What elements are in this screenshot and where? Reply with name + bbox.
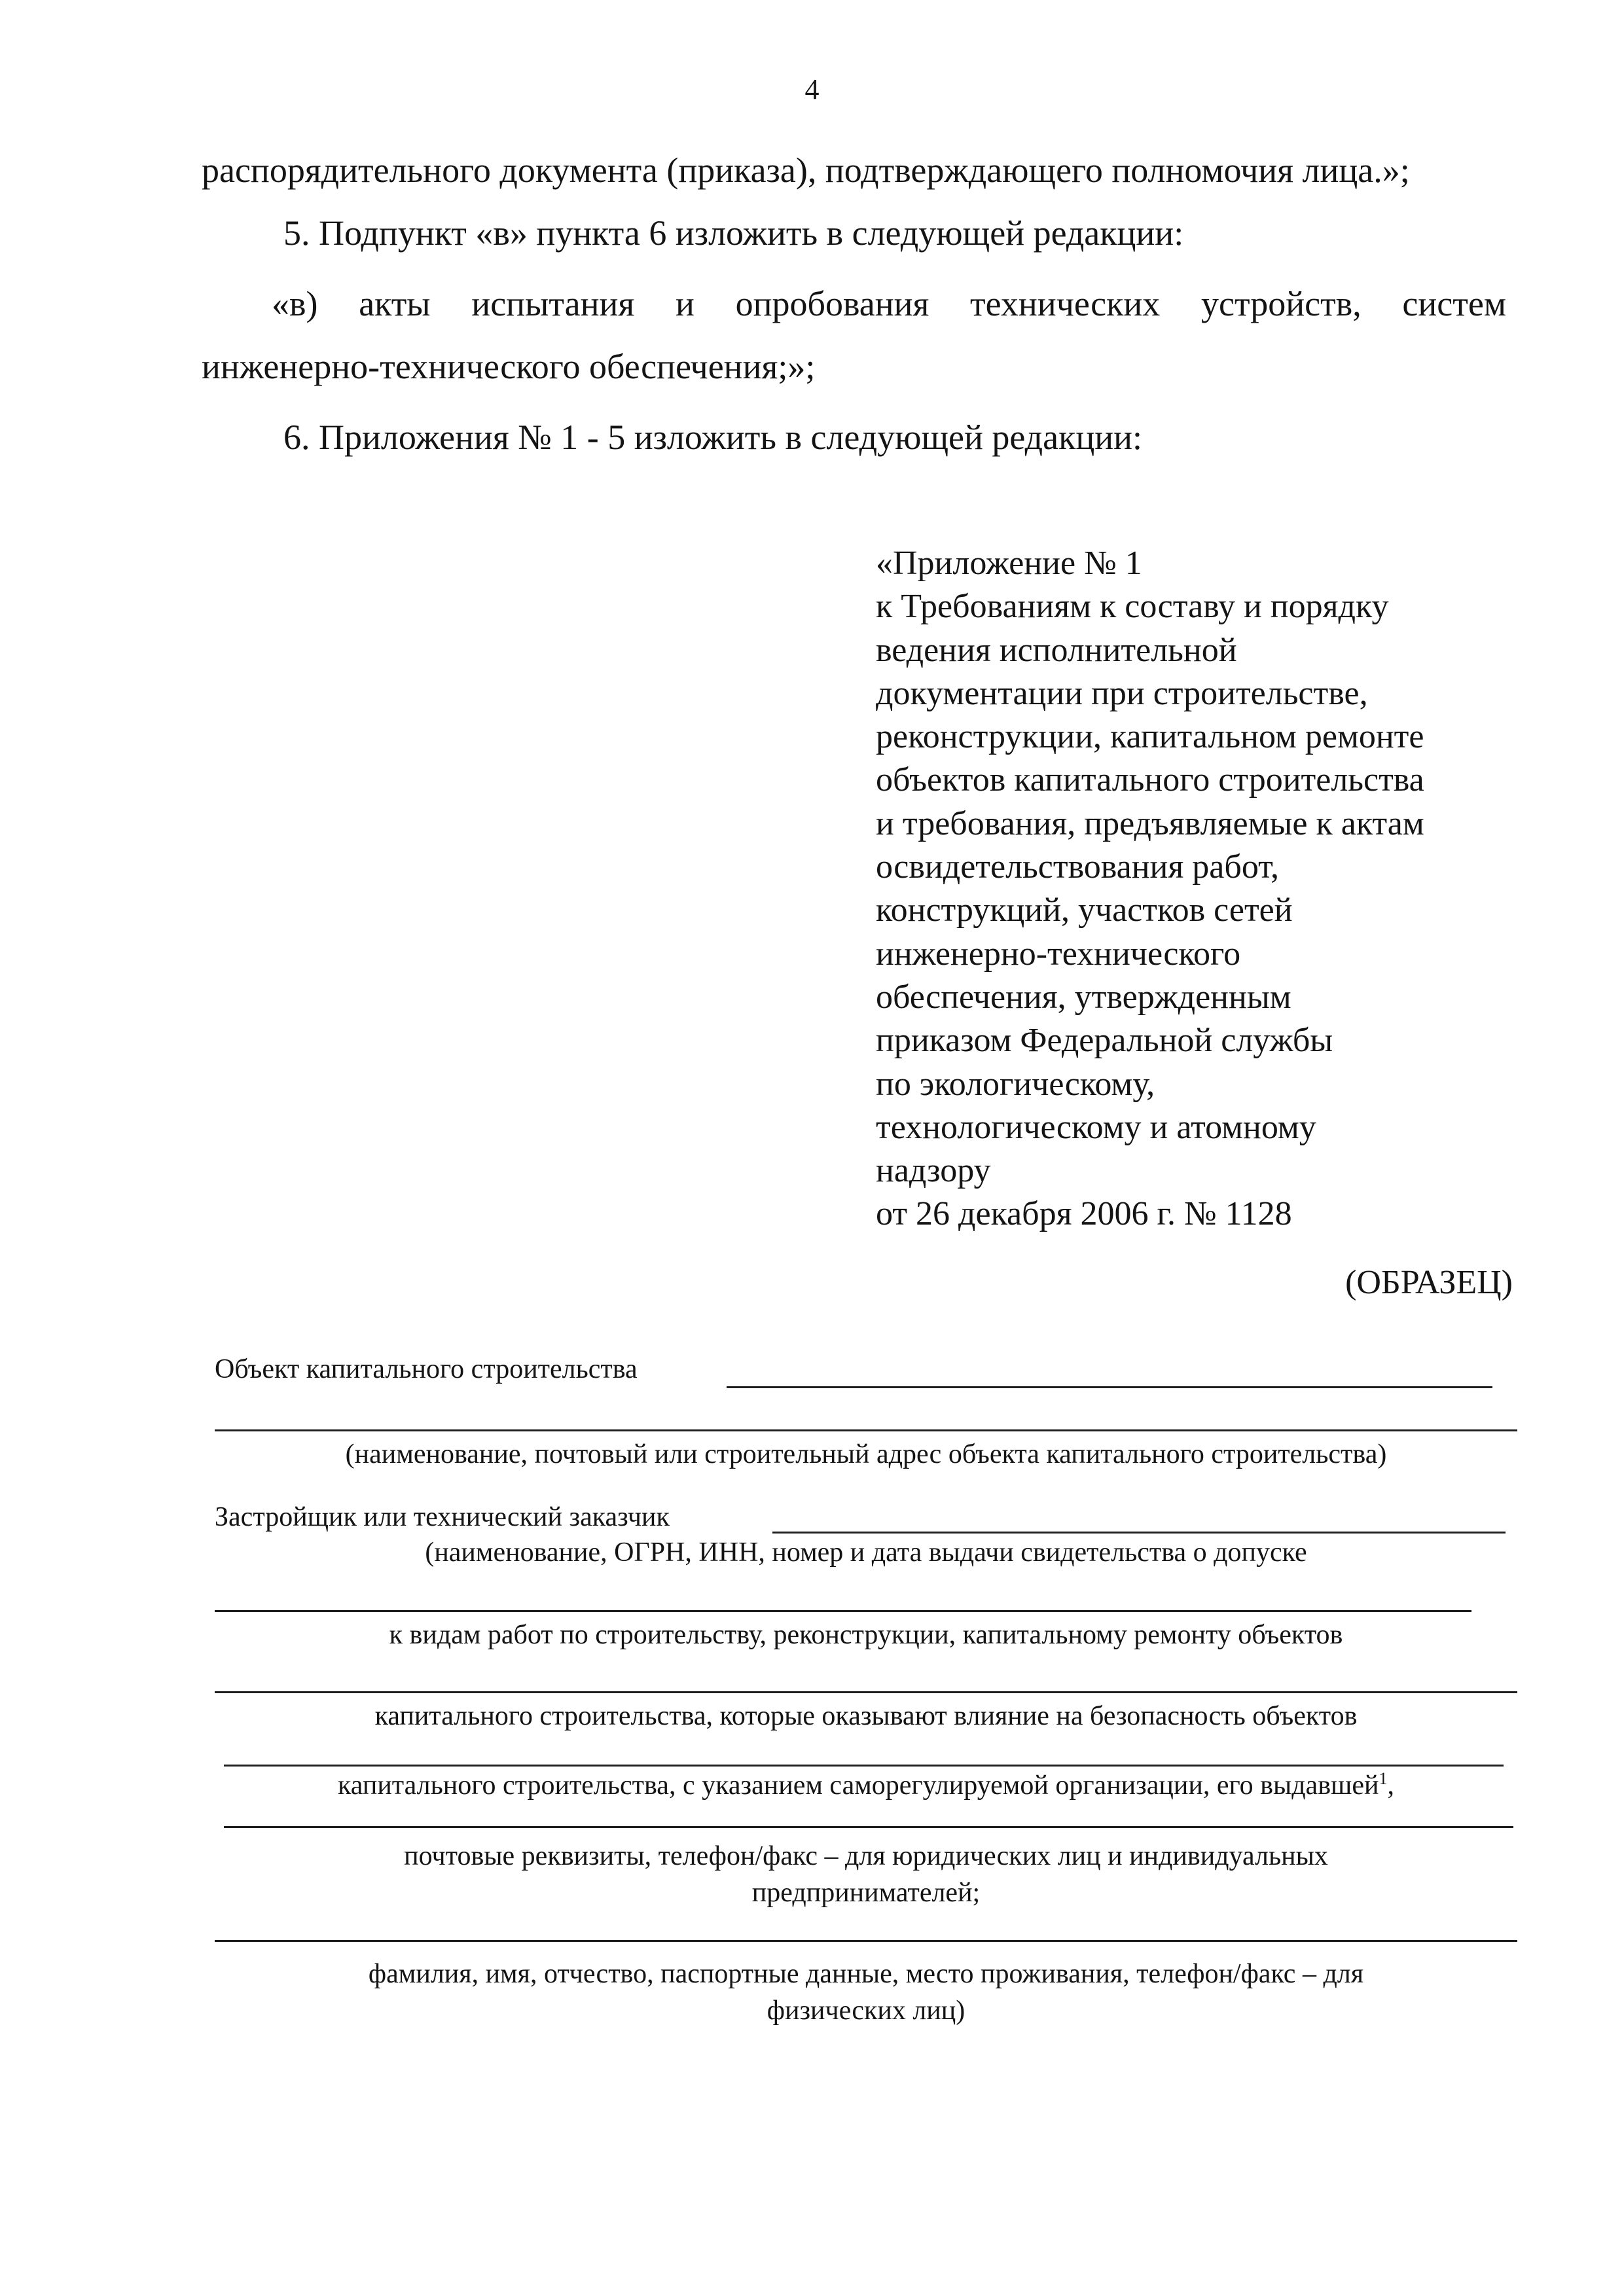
developer-label: Застройщик или технический заказчик bbox=[215, 1502, 670, 1532]
object-label: Объект капитального строительства bbox=[215, 1354, 638, 1384]
appendix-line: «Приложение № 1 bbox=[876, 545, 1142, 582]
developer-caption-6: предпринимателей; bbox=[751, 1878, 981, 1908]
appendix-line: и требования, предъявляемые к актам bbox=[876, 804, 1424, 842]
developer-caption-8: физических лиц) bbox=[767, 1996, 965, 2026]
developer-line-5 bbox=[224, 1826, 1513, 1828]
developer-caption-7: фамилия, имя, отчество, паспортные данные, место проживания, телефон/факс – для bbox=[368, 1959, 1364, 1989]
item-5-quote-line-1: «в) акты испытания и опробования технических устройств, систем bbox=[272, 284, 1506, 323]
appendix-line: к Требованиям к составу и порядку bbox=[876, 588, 1389, 626]
developer-caption-2: к видам работ по строительству, реконструкции, капитальному ремонту объектов bbox=[389, 1620, 1343, 1650]
appendix-line: приказом Федеральной службы bbox=[876, 1022, 1333, 1060]
developer-line-6 bbox=[215, 1940, 1517, 1942]
appendix-line: технологическому и атомному bbox=[876, 1108, 1316, 1146]
item-5-quote-line-2: инженерно-технического обеспечения;»; bbox=[202, 347, 816, 386]
developer-caption-3: капитального строительства, которые оказывают влияние на безопасность объектов bbox=[374, 1701, 1358, 1731]
object-second-line bbox=[215, 1429, 1517, 1431]
object-caption: (наименование, почтовый или строительный адрес объекта капитального строительства) bbox=[345, 1439, 1387, 1469]
appendix-line: от 26 декабря 2006 г. № 1128 bbox=[876, 1195, 1292, 1233]
appendix-line: ведения исполнительной bbox=[876, 631, 1237, 669]
item-5: 5. Подпункт «в» пункта 6 изложить в следующей редакции: bbox=[283, 213, 1184, 253]
developer-caption-4: капитального строительства, с указанием саморегулируемой организации, его выдавшей bbox=[337, 1770, 1379, 1801]
appendix-line: надзору bbox=[876, 1152, 991, 1190]
item-6: 6. Приложения № 1 - 5 изложить в следующей редакции: bbox=[283, 418, 1143, 457]
developer-line-3 bbox=[215, 1691, 1517, 1693]
footnote-marker: 1 bbox=[1379, 1769, 1388, 1788]
appendix-line: инженерно-технического bbox=[876, 935, 1241, 973]
appendix-header bbox=[876, 542, 1530, 1236]
appendix-line: обеспечения, утвержденным bbox=[876, 978, 1291, 1016]
developer-field-line bbox=[772, 1532, 1506, 1534]
appendix-line: реконструкции, капитальном ремонте bbox=[876, 718, 1424, 756]
appendix-line: документации при строительстве, bbox=[876, 674, 1368, 712]
appendix-line: объектов капитального строительства bbox=[876, 761, 1424, 799]
sample-label: (ОБРАЗЕЦ) bbox=[1345, 1264, 1513, 1301]
continuation-line: распорядительного документа (приказа), подтверждающего полномочия лица.»; bbox=[202, 151, 1410, 190]
developer-caption-5: почтовые реквизиты, телефон/факс – для юридических лиц и индивидуальных bbox=[404, 1841, 1328, 1871]
appendix-line: освидетельствования работ, bbox=[876, 848, 1279, 886]
appendix-line: конструкций, участков сетей bbox=[876, 891, 1293, 929]
appendix-line: по экологическому, bbox=[876, 1065, 1155, 1103]
developer-line-4 bbox=[224, 1765, 1504, 1767]
object-field-line bbox=[727, 1386, 1492, 1388]
page-number: 4 bbox=[804, 73, 820, 105]
developer-line-2 bbox=[215, 1610, 1471, 1612]
developer-caption-1: (наименование, ОГРН, ИНН, номер и дата выдачи свидетельства о допуске bbox=[425, 1537, 1307, 1568]
developer-caption-4-end: , bbox=[1387, 1770, 1394, 1801]
developer-caption-4-row bbox=[215, 1768, 1517, 1803]
